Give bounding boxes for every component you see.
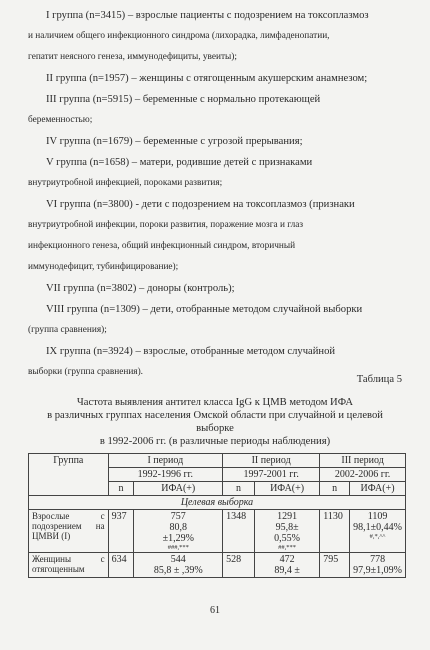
caption-line4: в 1992-2006 гг. (в различные периоды наблюдения) (99, 436, 331, 447)
para-g5-line1: V группа (n=1658) – матери, родившие детей с признаками (46, 157, 313, 168)
row1-ifa1-marks: ###,*** (167, 544, 189, 551)
caption-line3: выборке (196, 423, 234, 434)
para-g1-line3: гепатит неясного генеза, иммунодефициты, увеиты); (28, 52, 237, 62)
row1-label-a: Взрослые (32, 511, 70, 521)
row1-label-a2: с (100, 511, 105, 521)
para-g8-line2: (группа сравнения); (28, 325, 107, 335)
para-g9-line2: выборки (группа сравнения). (28, 367, 144, 377)
row1-ifa2-pct: 95,8± (275, 522, 299, 533)
row2-ifa3-count: 778 (370, 554, 386, 565)
data-table (28, 453, 406, 578)
period-3-years: 2002-2006 гг. (320, 468, 406, 482)
row1-ifa3-marks: #,*,^^ (369, 533, 386, 540)
row2-ifa2 (254, 553, 319, 578)
row1-label-b2: на (95, 521, 105, 531)
row1-ifa3-count: 1109 (367, 511, 388, 522)
caption-line2: в различных группах населения Омской области при случайной и целевой (47, 410, 383, 421)
para-g9-line1: IX группа (n=3924) – взрослые, отобранные методом случайной (46, 346, 336, 357)
row1-n3: 1130 (320, 510, 350, 553)
para-g3-line1: III группа (n=5915) – беременные с нормально протекающей (46, 94, 321, 105)
row2-ifa1 (134, 553, 223, 578)
para-g1-line2-text: и наличием общего инфекционного синдрома (лихорадка, лимфаденопатии, (28, 31, 330, 41)
row1-ifa1-err: ±1,29% (162, 533, 194, 544)
header-n-3: n (320, 482, 350, 496)
row1-label-b: подозрением (32, 521, 82, 531)
table-subheader-row (29, 496, 406, 510)
table-caption (0, 396, 430, 448)
period-3-label: III период (341, 455, 384, 466)
para-g5-line2: внутриутробной инфекцией, пороками развития; (28, 178, 223, 188)
row1-ifa1-pct: 80,8 (169, 522, 188, 533)
row2-label-b: отягощенным (32, 564, 85, 574)
header-n-2: n (223, 482, 255, 496)
period-1-years: 1992-1996 гг. (108, 468, 223, 482)
period-2-years: 1997-2001 гг. (223, 468, 320, 482)
table-header-row1 (29, 454, 406, 468)
row1-n2: 1348 (223, 510, 255, 553)
para-g2: II группа (n=1957) – женщины с отягощенным акушерским анамнезом; (46, 73, 368, 84)
row2-ifa1-count: 544 (170, 554, 186, 565)
row2-ifa2-pct: 89,4 ± (274, 565, 300, 576)
header-ifa-1: ИФА(+) (134, 482, 223, 496)
row1-label (29, 510, 109, 553)
row2-n3: 795 (320, 553, 350, 578)
para-g3-line2: беременностью; (28, 115, 93, 125)
row1-ifa2-err: 0,55% (274, 533, 300, 544)
page-number: 61 (210, 605, 220, 616)
row1-ifa2-count: 1291 (277, 511, 298, 522)
para-g6-line1: VI группа (n=3800) - дети с подозрением на токсоплазмоз (признаки (46, 199, 355, 210)
table-row (29, 510, 406, 553)
row2-n2: 528 (223, 553, 255, 578)
row1-n1: 937 (108, 510, 134, 553)
para-g1-line2 (28, 31, 404, 41)
row2-label-a: Женщины (32, 554, 72, 564)
row1-ifa3-pct: 98,1±0,44% (353, 522, 402, 533)
row2-label (29, 553, 109, 578)
period-1-label: I период (147, 455, 184, 466)
header-group: Группа (29, 454, 109, 496)
para-g6-line3: инфекционного генеза, общий инфекционный синдром, вторичный (28, 241, 296, 251)
header-period-1 (108, 454, 223, 468)
para-g6-line2: внутриутробной инфекции, пороки развития, поражение мозга и глаз (28, 220, 304, 230)
period-2-label: II период (251, 455, 291, 466)
row2-label-a2: с (100, 554, 105, 564)
row1-ifa1-count: 757 (170, 511, 186, 522)
para-g8-line1: VIII группа (n=1309) – дети, отобранные методом случайной выборки (46, 304, 363, 315)
para-g6-line4: иммунодефицит, тубинфицирование); (28, 262, 179, 272)
header-period-3 (320, 454, 406, 468)
row2-ifa1-pct: 85,8 ± ,39% (153, 565, 203, 576)
row1-ifa3 (350, 510, 406, 553)
row2-ifa2-count: 472 (279, 554, 295, 565)
header-period-2 (223, 454, 320, 468)
header-ifa-3: ИФА(+) (350, 482, 406, 496)
caption-line1: Частота выявления антител класса IgG к ЦМВ методом ИФА (76, 397, 354, 408)
row1-ifa2-marks: ##,*** (278, 544, 297, 551)
header-n-1: n (108, 482, 134, 496)
row1-label-c: ЦМВИ (I) (32, 531, 71, 541)
para-g7: VII группа (n=3802) – доноры (контроль); (46, 283, 235, 294)
para-g1-line1: I группа (n=3415) – взрослые пациенты с подозрением на токсоплазмоз (46, 10, 369, 21)
header-ifa-2: ИФА(+) (254, 482, 319, 496)
para-g4: IV группа (n=1679) – беременные с угрозой прерывания; (46, 136, 303, 147)
table-label: Таблица 5 (356, 374, 402, 385)
row2-ifa3 (350, 553, 406, 578)
subheader-target-sample: Целевая выборка (29, 496, 406, 510)
row1-ifa2 (254, 510, 319, 553)
row2-ifa3-pct: 97,9±1,09% (353, 565, 402, 576)
table-row (29, 553, 406, 578)
row2-n1: 634 (108, 553, 134, 578)
row1-ifa1 (134, 510, 223, 553)
